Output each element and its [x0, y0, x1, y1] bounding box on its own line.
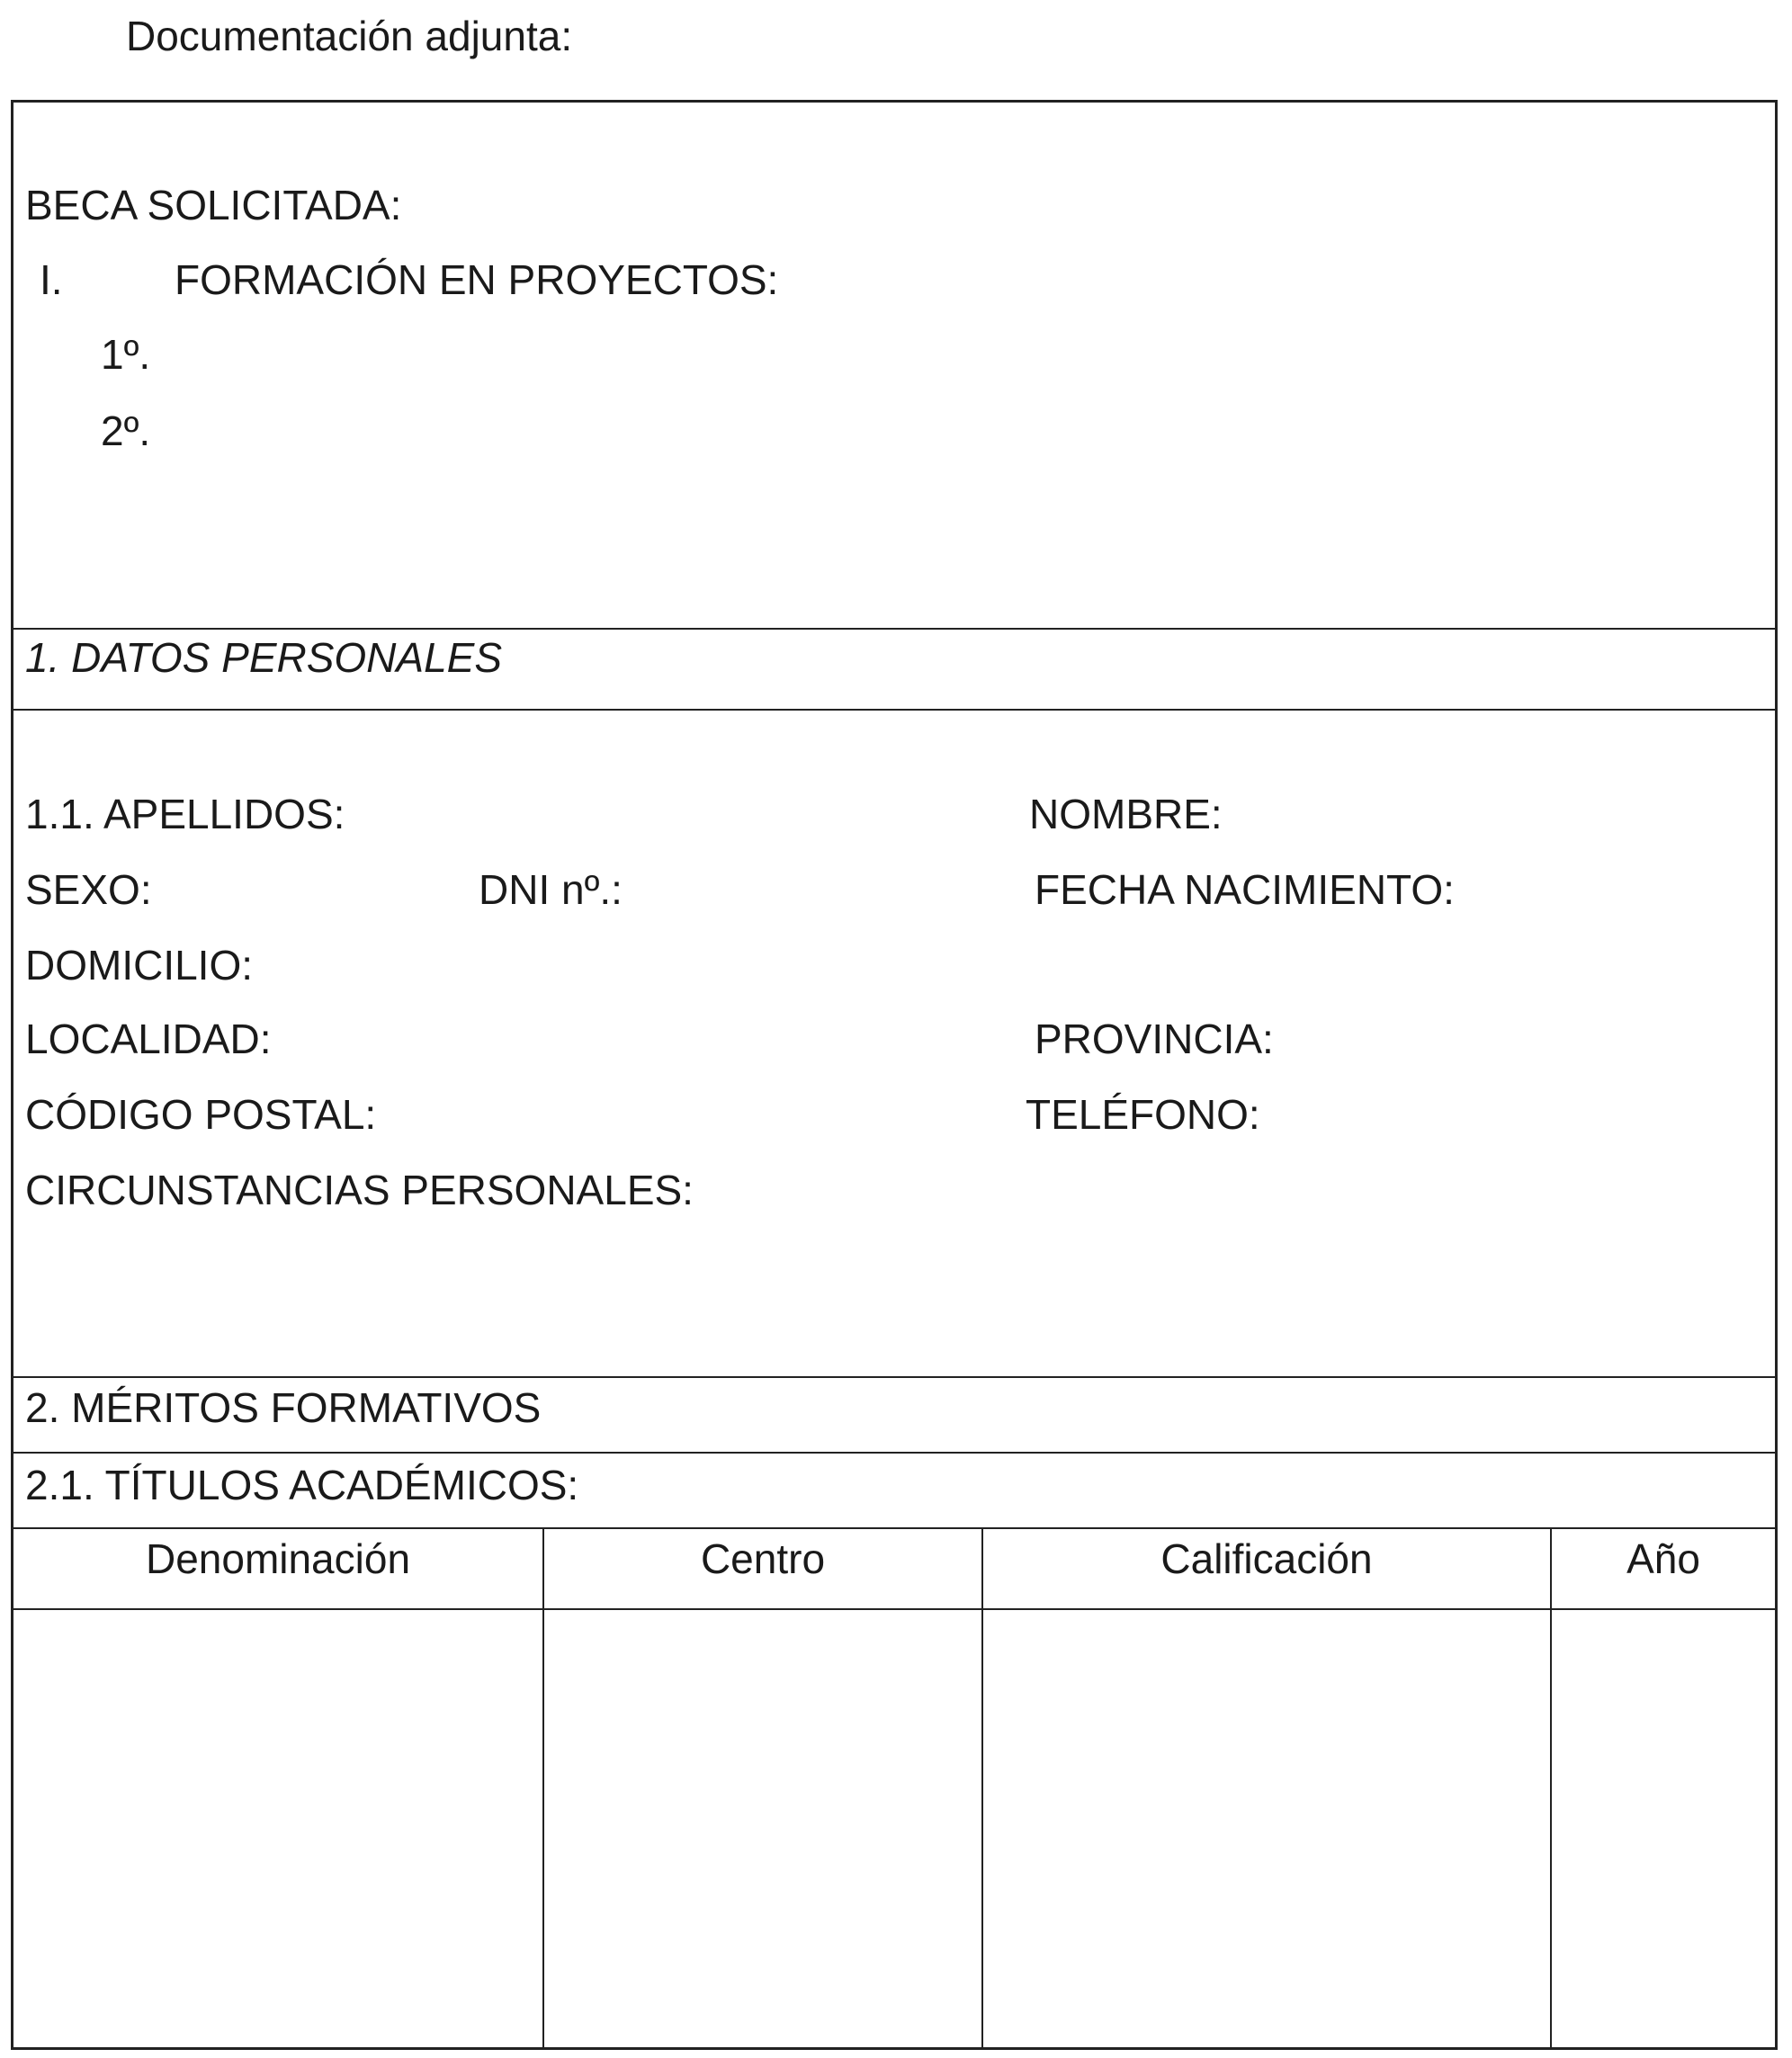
table-col-divider-1 [542, 1527, 544, 2047]
divider-personal-header [13, 709, 1776, 711]
table-col-divider-3 [1550, 1527, 1552, 2047]
beca-category: FORMACIÓN EN PROYECTOS: [175, 256, 779, 303]
divider-beca [13, 628, 1776, 630]
beca-choice-2: 2º. [101, 407, 151, 454]
titulos-title: 2.1. TÍTULOS ACADÉMICOS: [25, 1462, 579, 1508]
circunstancias-label: CIRCUNSTANCIAS PERSONALES: [25, 1167, 694, 1213]
codigo-postal-label: CÓDIGO POSTAL: [25, 1091, 377, 1138]
dni-label: DNI nº.: [479, 866, 623, 913]
column-header-calificacion: Calificación [1160, 1535, 1373, 1582]
table-header-divider [13, 1608, 1776, 1610]
localidad-label: LOCALIDAD: [25, 1016, 272, 1062]
divider-personal-end [13, 1376, 1776, 1378]
section-meritos-title: 2. MÉRITOS FORMATIVOS [25, 1384, 542, 1431]
section-personal-title: 1. DATOS PERSONALES [25, 634, 503, 681]
table-col-divider-2 [981, 1527, 983, 2047]
sexo-label: SEXO: [25, 866, 152, 913]
column-header-denominacion: Denominación [145, 1535, 411, 1582]
divider-meritos [13, 1452, 1776, 1454]
divider-titulos [13, 1527, 1776, 1529]
column-header-ano: Año [1626, 1535, 1700, 1582]
fecha-nacimiento-label: FECHA NACIMIENTO: [1035, 866, 1455, 913]
nombre-label: NOMBRE: [1029, 791, 1223, 837]
form-frame [11, 100, 1778, 2050]
beca-title: BECA SOLICITADA: [25, 182, 402, 228]
attached-docs-label: Documentación adjunta: [126, 13, 573, 59]
apellidos-label: 1.1. APELLIDOS: [25, 791, 345, 837]
beca-roman-numeral: I. [40, 256, 63, 303]
provincia-label: PROVINCIA: [1035, 1016, 1274, 1062]
beca-choice-1: 1º. [101, 331, 151, 378]
domicilio-label: DOMICILIO: [25, 942, 254, 989]
telefono-label: TELÉFONO: [1026, 1091, 1260, 1138]
column-header-centro: Centro [700, 1535, 826, 1582]
